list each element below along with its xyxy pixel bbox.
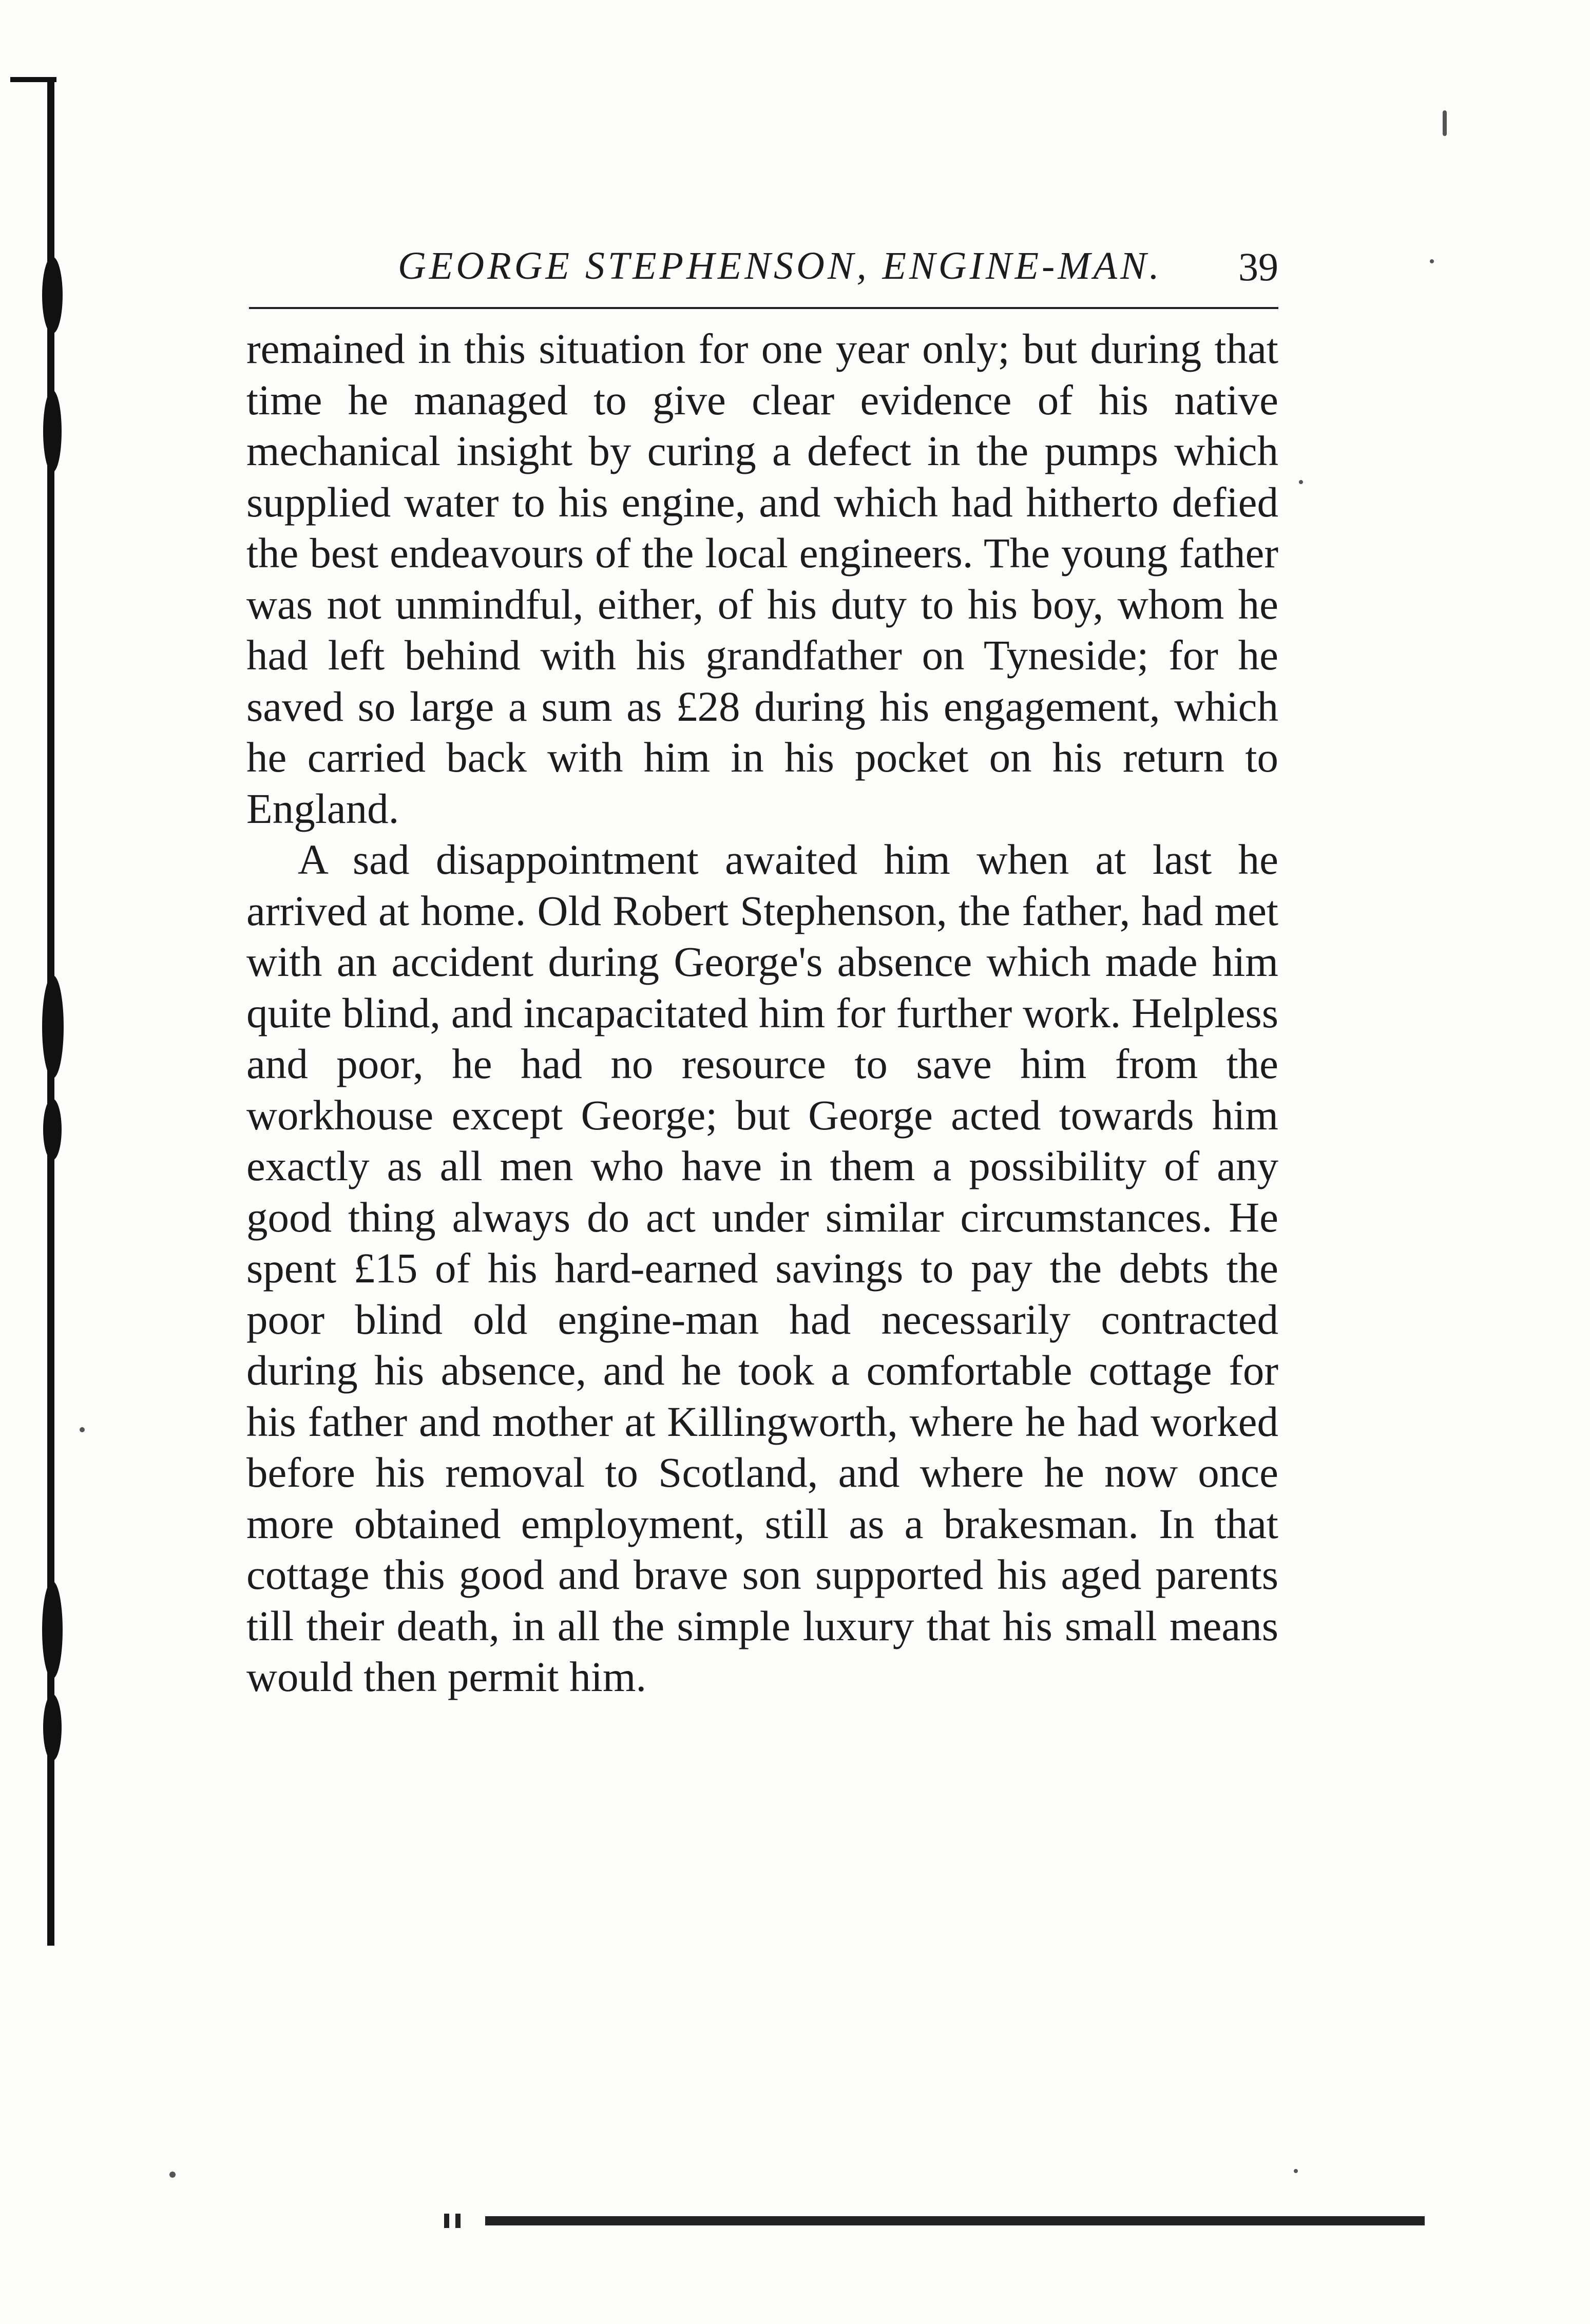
binding-blot <box>42 1581 63 1679</box>
footer-bar-segment <box>485 2216 1425 2225</box>
binding-blot <box>43 1099 62 1160</box>
footer-scan-bar <box>444 2214 1425 2228</box>
running-header <box>246 244 1278 305</box>
running-title: GEORGE STEPHENSON, ENGINE-MAN. <box>398 244 1162 287</box>
stray-mark <box>1443 110 1447 136</box>
paragraph: A sad disappointment awaited him when at last he arrived at home. Old Robert Stephenson, the father, had met with an accident during George's absence which made him quite blind, and incapacitated him for further work. Helpless and poor, he had no resource to save him from the workhouse except George; but George acted towards him exactly as all men who have in them a possibility of any good thing always do act under similar circumstances. He spent £15 of his hard-earned savings to pay the debts the poor blind old engine-man had necessarily contracted during his absence, and he took a comfortable cottage for his father and mother at Killingworth, where he had worked before his removal to Scotland, and where he now once more obtained employment, still as a brakesman. In that cottage this good and brave son supported his aged parents till their death, in all the simple luxury that his small means would then permit him. <box>246 836 1278 1700</box>
binding-blot <box>42 257 63 334</box>
stray-mark <box>1299 480 1303 484</box>
binding-blot <box>42 975 64 1078</box>
body-text <box>246 323 1278 1703</box>
stray-mark <box>1430 259 1434 263</box>
binding-blot <box>43 390 62 472</box>
stray-mark <box>80 1427 85 1432</box>
header-rule <box>249 307 1278 309</box>
page-number: 39 <box>1238 244 1278 289</box>
stray-mark <box>1294 2169 1298 2173</box>
stray-mark <box>169 2172 176 2178</box>
binding-blot <box>43 1694 62 1761</box>
footer-bar-segment <box>444 2214 449 2228</box>
paragraph: remained in this situation for one year only; but during that time he managed to give clear evidence of his native mechanical insight by curing a defect in the pumps which supplied water to his engine, and which had hitherto defied the best endeavours of the local engineers. The young father was not unmindful, either, of his duty to his boy, whom he had left behind with his grandfather on Tyneside; for he saved so large a sum as £28 during his engagement, which he carried back with him in his pocket on his return to England. <box>246 325 1278 832</box>
footer-bar-segment <box>455 2214 461 2228</box>
